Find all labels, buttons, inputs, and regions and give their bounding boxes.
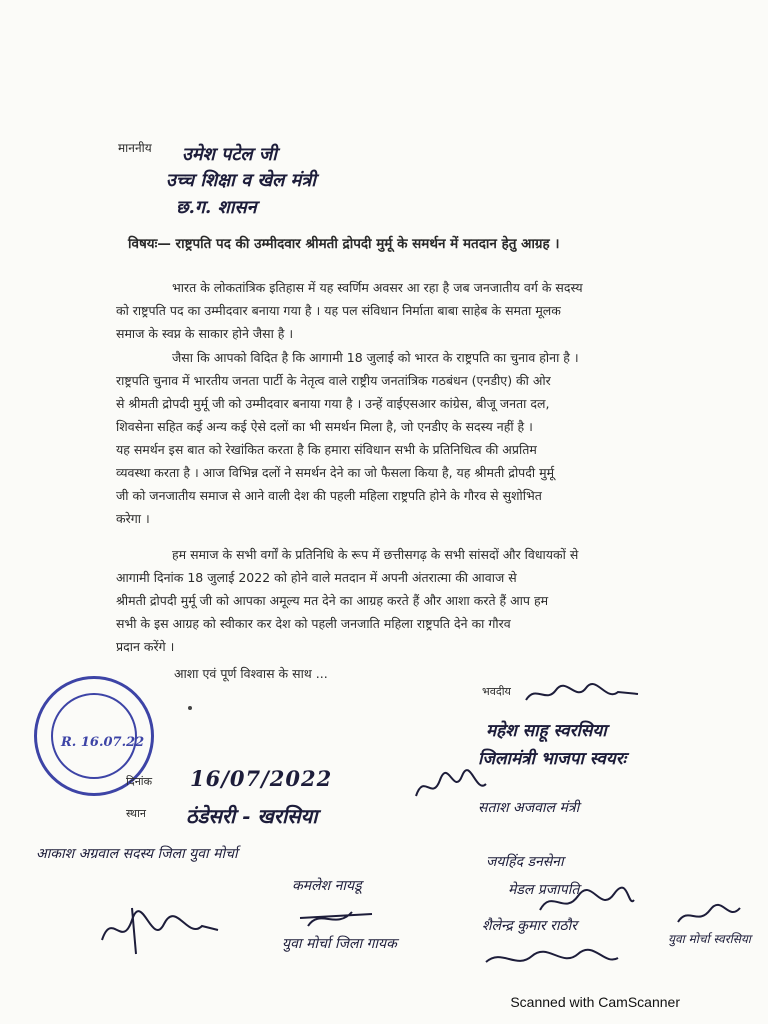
addressee-department: छ.ग. शासन: [176, 197, 257, 218]
stamp-date: R. 16.07.22: [61, 735, 145, 750]
handwritten-name: शैलेन्द्र कुमार राठौर: [482, 918, 577, 934]
signature-scribble: [92, 900, 222, 960]
dot-mark: [188, 706, 192, 710]
body-line: जैसा कि आपको विदित है कि आगामी 18 जुलाई को भारत के राष्ट्रपति का चुनाव होना है ।: [172, 350, 579, 365]
body-line: समाज के स्वप्न के साकार होने जैसा है ।: [116, 326, 294, 341]
handwritten-name: आकाश अग्रवाल सदस्य जिला युवा मोर्चा: [36, 846, 238, 862]
signatory-name: महेश साहू स्वरसिया: [486, 721, 607, 741]
signatory-label: भवदीय: [482, 685, 511, 698]
signatory-designation: जिलामंत्री भाजपा स्वयरः: [478, 749, 627, 769]
date-value: 16/07/2022: [190, 766, 333, 791]
signature-scribble: [536, 884, 636, 920]
body-line: यह समर्थन इस बात को रेखांकित करता है कि हमारा संविधान सभी के प्रतिनिधित्व की अप्रतिम: [116, 442, 537, 457]
body-line: प्रदान करेंगे ।: [116, 639, 175, 654]
body-line: राष्ट्रपति चुनाव में भारतीय जनता पार्टी के नेतृत्व वाले राष्ट्रीय जनतांत्रिक गठबंधन (एनडीए) की ओर: [116, 373, 551, 388]
body-line: शिवसेना सहित कई अन्य कई ऐसे दलों का भी समर्थन मिला है, जो एनडीए के सदस्य नहीं है ।: [116, 419, 533, 434]
addressee-name: उमेश पटेल जी: [182, 144, 277, 165]
handwritten-name: युवा मोर्चा जिला गायक: [282, 936, 397, 952]
handwritten-name: सताश अजवाल मंत्री: [478, 800, 580, 816]
paragraph-2: [116, 346, 706, 530]
handwritten-name: जयहिंद डनसेना: [486, 854, 564, 870]
body-line: आगामी दिनांक 18 जुलाई 2022 को होने वाले मतदान में अपनी अंतरात्मा की आवाज से: [116, 570, 517, 585]
date-label: दिनांक: [126, 775, 153, 788]
body-line: जी को जनजातीय समाज से आने वाली देश की पहली महिला राष्ट्रपति होने के गौरव से सुशोभित: [116, 488, 542, 503]
scanner-watermark: Scanned with CamScanner: [510, 994, 680, 1010]
body-line: हम समाज के सभी वर्गों के प्रतिनिधि के रूप में छत्तीसगढ़ के सभी सांसदों और विधायकों से: [172, 547, 579, 562]
closing-line: आशा एवं पूर्ण विश्वास के साथ ...: [174, 666, 328, 681]
subject-line: विषयः— राष्ट्रपति पद की उम्मीदवार श्रीमती द्रोपदी मुर्मू के समर्थन में मतदान हेतु आग्रह ।: [128, 236, 560, 252]
signature-scribble: [522, 680, 642, 710]
body-line: भारत के लोकतांत्रिक इतिहास में यह स्वर्णिम अवसर आ रहा है जब जनजातीय वर्ग के सदस्य: [172, 280, 583, 295]
handwritten-name: युवा मोर्चा स्वरसिया: [668, 932, 751, 946]
paragraph-3: [116, 543, 706, 658]
paragraph-1: [116, 276, 706, 345]
salutation: माननीय: [118, 141, 152, 155]
body-line: श्रीमती द्रोपदी मुर्मू जी को आपका अमूल्य मत देने का आग्रह करते हैं और आशा करते हैं आप हम: [116, 593, 549, 608]
body-line: करेगा ।: [116, 511, 150, 526]
addressee-designation: उच्च शिक्षा व खेल मंत्री: [166, 170, 316, 191]
body-line: व्यवस्था करता है । आज विभिन्न दलों ने समर्थन देने का जो फैसला किया है, यह श्रीमती द्रोपदी मुर्मू: [116, 465, 555, 480]
handwritten-name: मेडल प्रजापति: [508, 882, 580, 898]
body-line: से श्रीमती द्रोपदी मुर्मू जी को उम्मीदवार बनाया गया है । उन्हें वाईएसआर कांग्रेस, बीजू जनता दल,: [116, 396, 550, 411]
body-line: को राष्ट्रपति पद का उम्मीदवार बनाया गया है । यह पल संविधान निर्माता बाबा साहेब के समता मूलक: [116, 303, 561, 318]
place-value: ठंडेसरी - खरसिया: [186, 804, 318, 828]
signature-scribble: [296, 904, 376, 932]
signature-scribble: [674, 900, 744, 930]
signature-scribble: [482, 944, 622, 974]
body-line: सभी के इस आग्रह को स्वीकार कर देश को पहली जनजाति महिला राष्ट्रपति देने का गौरव: [116, 616, 511, 631]
handwritten-name: कमलेश नायडू: [292, 878, 362, 894]
place-label: स्थान: [126, 807, 147, 820]
